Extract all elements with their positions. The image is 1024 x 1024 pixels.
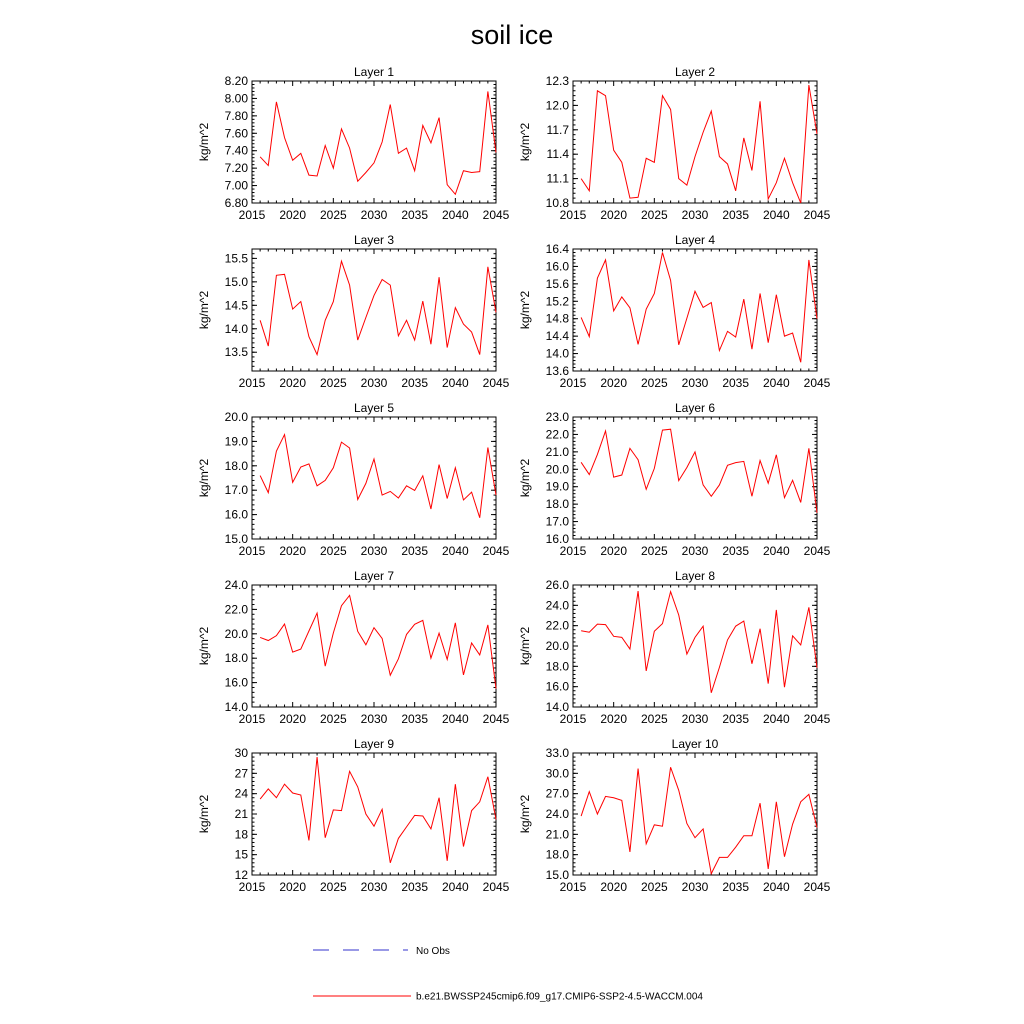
x-tick-label: 2040 [762,880,790,894]
x-tick-label: 2030 [681,712,709,726]
x-tick-label: 2025 [319,880,347,894]
y-tick-label: 21.0 [545,827,569,842]
x-tick-label: 2025 [640,880,668,894]
x-tick-label: 2030 [360,208,388,222]
y-axis-label: kg/m^2 [518,794,532,834]
x-tick-label: 2015 [559,376,587,390]
y-tick-label: 7.60 [224,126,248,141]
x-tick-label: 2040 [441,712,469,726]
y-tick-label: 21.0 [545,444,569,459]
x-tick-label: 2045 [482,880,510,894]
y-tick-label: 33.0 [545,746,569,760]
y-tick-label: 12.3 [545,74,569,88]
x-tick-label: 2015 [238,880,266,894]
x-tick-label: 2035 [401,544,429,558]
y-tick-label: 19.0 [224,434,248,449]
x-tick-label: 2015 [238,712,266,726]
y-tick-label: 20.0 [545,462,569,477]
y-tick-label: 22.0 [545,427,569,442]
y-tick-label: 15 [234,847,248,862]
panel-frame [573,753,817,875]
y-tick-label: 7.00 [224,178,248,193]
x-tick-label: 2015 [238,544,266,558]
y-axis-label: kg/m^2 [197,794,211,834]
x-tick-label: 2020 [600,544,628,558]
panel-frame [573,81,817,203]
x-tick-label: 2040 [762,544,790,558]
panel-frame [252,249,496,371]
panel-layer-1 [197,65,510,222]
y-axis-label: kg/m^2 [518,626,532,666]
x-tick-label: 2025 [640,208,668,222]
panel-layer-8 [518,569,831,726]
x-tick-label: 2020 [279,880,307,894]
series-line [260,435,496,518]
y-tick-label: 14.5 [224,298,248,313]
panel-layer-6 [518,401,831,558]
y-tick-label: 22.0 [224,602,248,617]
panel-layer-3 [197,233,510,390]
y-tick-label: 17.0 [224,483,248,498]
panel-title: Layer 5 [353,401,395,415]
y-tick-label: 14.0 [545,346,569,361]
x-tick-label: 2015 [238,208,266,222]
panel-layer-7 [197,569,510,726]
y-tick-label: 24 [234,786,248,801]
y-tick-label: 18.0 [545,497,569,512]
y-tick-label: 14.0 [224,700,248,714]
x-tick-label: 2025 [640,712,668,726]
x-tick-label: 2045 [803,208,831,222]
y-tick-label: 20.0 [224,626,248,641]
y-tick-label: 19.0 [545,479,569,494]
series-line [581,429,817,513]
y-tick-label: 11.1 [546,171,569,186]
x-tick-label: 2035 [401,208,429,222]
x-tick-label: 2025 [319,208,347,222]
x-tick-label: 2045 [803,544,831,558]
y-tick-label: 16.0 [545,679,569,694]
series-line [581,767,817,873]
y-tick-label: 27 [234,766,248,781]
x-tick-label: 2035 [722,880,750,894]
y-tick-label: 15.0 [545,868,569,882]
panel-layer-10 [518,737,831,894]
x-tick-label: 2020 [279,712,307,726]
legend [313,946,703,1003]
y-tick-label: 16.4 [545,242,569,256]
x-tick-label: 2020 [600,376,628,390]
y-tick-label: 18.0 [224,458,248,473]
y-tick-label: 18.0 [224,651,248,666]
x-tick-label: 2040 [441,544,469,558]
x-tick-label: 2015 [238,376,266,390]
y-tick-label: 15.6 [545,276,569,291]
y-axis-label: kg/m^2 [518,290,532,330]
y-tick-label: 7.40 [224,143,248,158]
x-tick-label: 2015 [559,712,587,726]
y-tick-label: 8.20 [224,74,248,88]
x-tick-label: 2025 [640,544,668,558]
x-tick-label: 2020 [600,208,628,222]
x-tick-label: 2020 [279,208,307,222]
panel-title: Layer 9 [353,737,395,751]
y-tick-label: 8.00 [224,91,248,106]
y-tick-label: 20.0 [224,410,248,424]
y-tick-label: 23.0 [545,410,569,424]
x-tick-label: 2045 [803,712,831,726]
y-tick-label: 16.0 [545,532,569,546]
y-tick-label: 14.4 [545,329,569,344]
y-tick-label: 6.80 [224,196,248,210]
y-tick-label: 20.0 [545,639,569,653]
x-tick-label: 2045 [803,376,831,390]
y-axis-label: kg/m^2 [197,290,211,330]
x-tick-label: 2045 [482,376,510,390]
y-tick-label: 12.0 [545,98,569,113]
x-tick-label: 2040 [762,376,790,390]
y-tick-label: 24.0 [545,807,569,821]
x-tick-label: 2025 [319,712,347,726]
panel-title: Layer 4 [674,233,716,247]
y-tick-label: 10.8 [545,196,569,210]
y-tick-label: 21 [234,807,248,821]
y-tick-label: 26.0 [545,578,569,592]
x-tick-label: 2020 [600,712,628,726]
series-line [260,261,496,354]
y-tick-label: 30 [234,746,248,760]
series-line [581,85,817,203]
x-tick-label: 2020 [279,376,307,390]
y-tick-label: 15.2 [545,294,569,309]
y-tick-label: 18.0 [545,659,569,674]
series-line [581,252,817,362]
x-tick-label: 2035 [722,376,750,390]
panel-layer-2 [518,65,831,222]
x-tick-label: 2030 [360,544,388,558]
x-tick-label: 2040 [762,712,790,726]
figure-title: soil ice [470,20,554,50]
x-tick-label: 2030 [681,376,709,390]
x-tick-label: 2025 [640,376,668,390]
x-tick-label: 2035 [401,376,429,390]
panel-title: Layer 8 [674,569,716,583]
x-tick-label: 2030 [681,208,709,222]
panel-frame [252,417,496,539]
y-tick-label: 16.0 [224,675,248,690]
panel-title: Layer 6 [674,401,716,415]
x-tick-label: 2020 [279,544,307,558]
panel-frame [252,81,496,203]
x-tick-label: 2030 [360,880,388,894]
y-tick-label: 13.5 [224,345,248,360]
x-tick-label: 2040 [441,208,469,222]
x-tick-label: 2035 [401,880,429,894]
y-tick-label: 18.0 [545,847,569,862]
legend-no-obs-label: No Obs [416,946,450,957]
y-tick-label: 12 [234,868,248,882]
y-axis-label: kg/m^2 [197,626,211,666]
x-tick-label: 2045 [482,208,510,222]
series-line [260,595,496,688]
y-tick-label: 30.0 [545,766,569,781]
y-tick-label: 7.20 [224,161,248,176]
x-tick-label: 2015 [559,880,587,894]
x-tick-label: 2030 [360,712,388,726]
x-tick-label: 2030 [681,880,709,894]
x-tick-label: 2035 [722,208,750,222]
y-tick-label: 24.0 [224,578,248,592]
y-tick-label: 18 [234,827,248,842]
y-axis-label: kg/m^2 [197,458,211,498]
y-axis-label: kg/m^2 [518,122,532,162]
y-tick-label: 15.5 [224,251,248,266]
x-tick-label: 2020 [600,880,628,894]
x-tick-label: 2035 [722,712,750,726]
x-tick-label: 2015 [559,208,587,222]
series-line [260,91,496,194]
panel-layer-5 [197,401,510,558]
legend-model-label: b.e21.BWSSP245cmip6.f09_g17.CMIP6-SSP2-4.5-WACCM.004 [416,991,703,1003]
panels-group [197,65,831,894]
x-tick-label: 2025 [319,376,347,390]
y-tick-label: 22.0 [545,618,569,633]
panel-layer-9 [197,737,510,894]
y-tick-label: 16.0 [224,507,248,522]
panel-title: Layer 3 [353,233,395,247]
x-tick-label: 2040 [441,376,469,390]
panel-layer-4 [518,233,831,390]
y-tick-label: 15.0 [224,532,248,546]
x-tick-label: 2015 [559,544,587,558]
y-tick-label: 24.0 [545,598,569,613]
x-tick-label: 2035 [401,712,429,726]
y-tick-label: 15.0 [224,274,248,289]
x-tick-label: 2030 [681,544,709,558]
panel-title: Layer 10 [671,737,719,751]
x-tick-label: 2045 [803,880,831,894]
x-tick-label: 2045 [482,712,510,726]
y-tick-label: 27.0 [545,786,569,801]
y-tick-label: 14.0 [545,700,569,714]
panel-title: Layer 2 [674,65,716,79]
y-tick-label: 17.0 [545,514,569,529]
x-tick-label: 2035 [722,544,750,558]
series-line [581,591,817,693]
y-tick-label: 14.8 [545,311,569,326]
y-tick-label: 16.0 [545,259,569,274]
y-tick-label: 7.80 [224,108,248,123]
y-tick-label: 14.0 [224,321,248,336]
y-tick-label: 11.7 [546,122,569,137]
x-tick-label: 2040 [441,880,469,894]
y-tick-label: 13.6 [545,364,569,378]
y-axis-label: kg/m^2 [197,122,211,162]
panel-title: Layer 1 [353,65,395,79]
x-tick-label: 2030 [360,376,388,390]
x-tick-label: 2040 [762,208,790,222]
y-axis-label: kg/m^2 [518,458,532,498]
y-tick-label: 11.4 [546,147,569,162]
panel-title: Layer 7 [353,569,395,583]
panel-frame [573,249,817,371]
x-tick-label: 2045 [482,544,510,558]
series-line [260,757,496,863]
x-tick-label: 2025 [319,544,347,558]
